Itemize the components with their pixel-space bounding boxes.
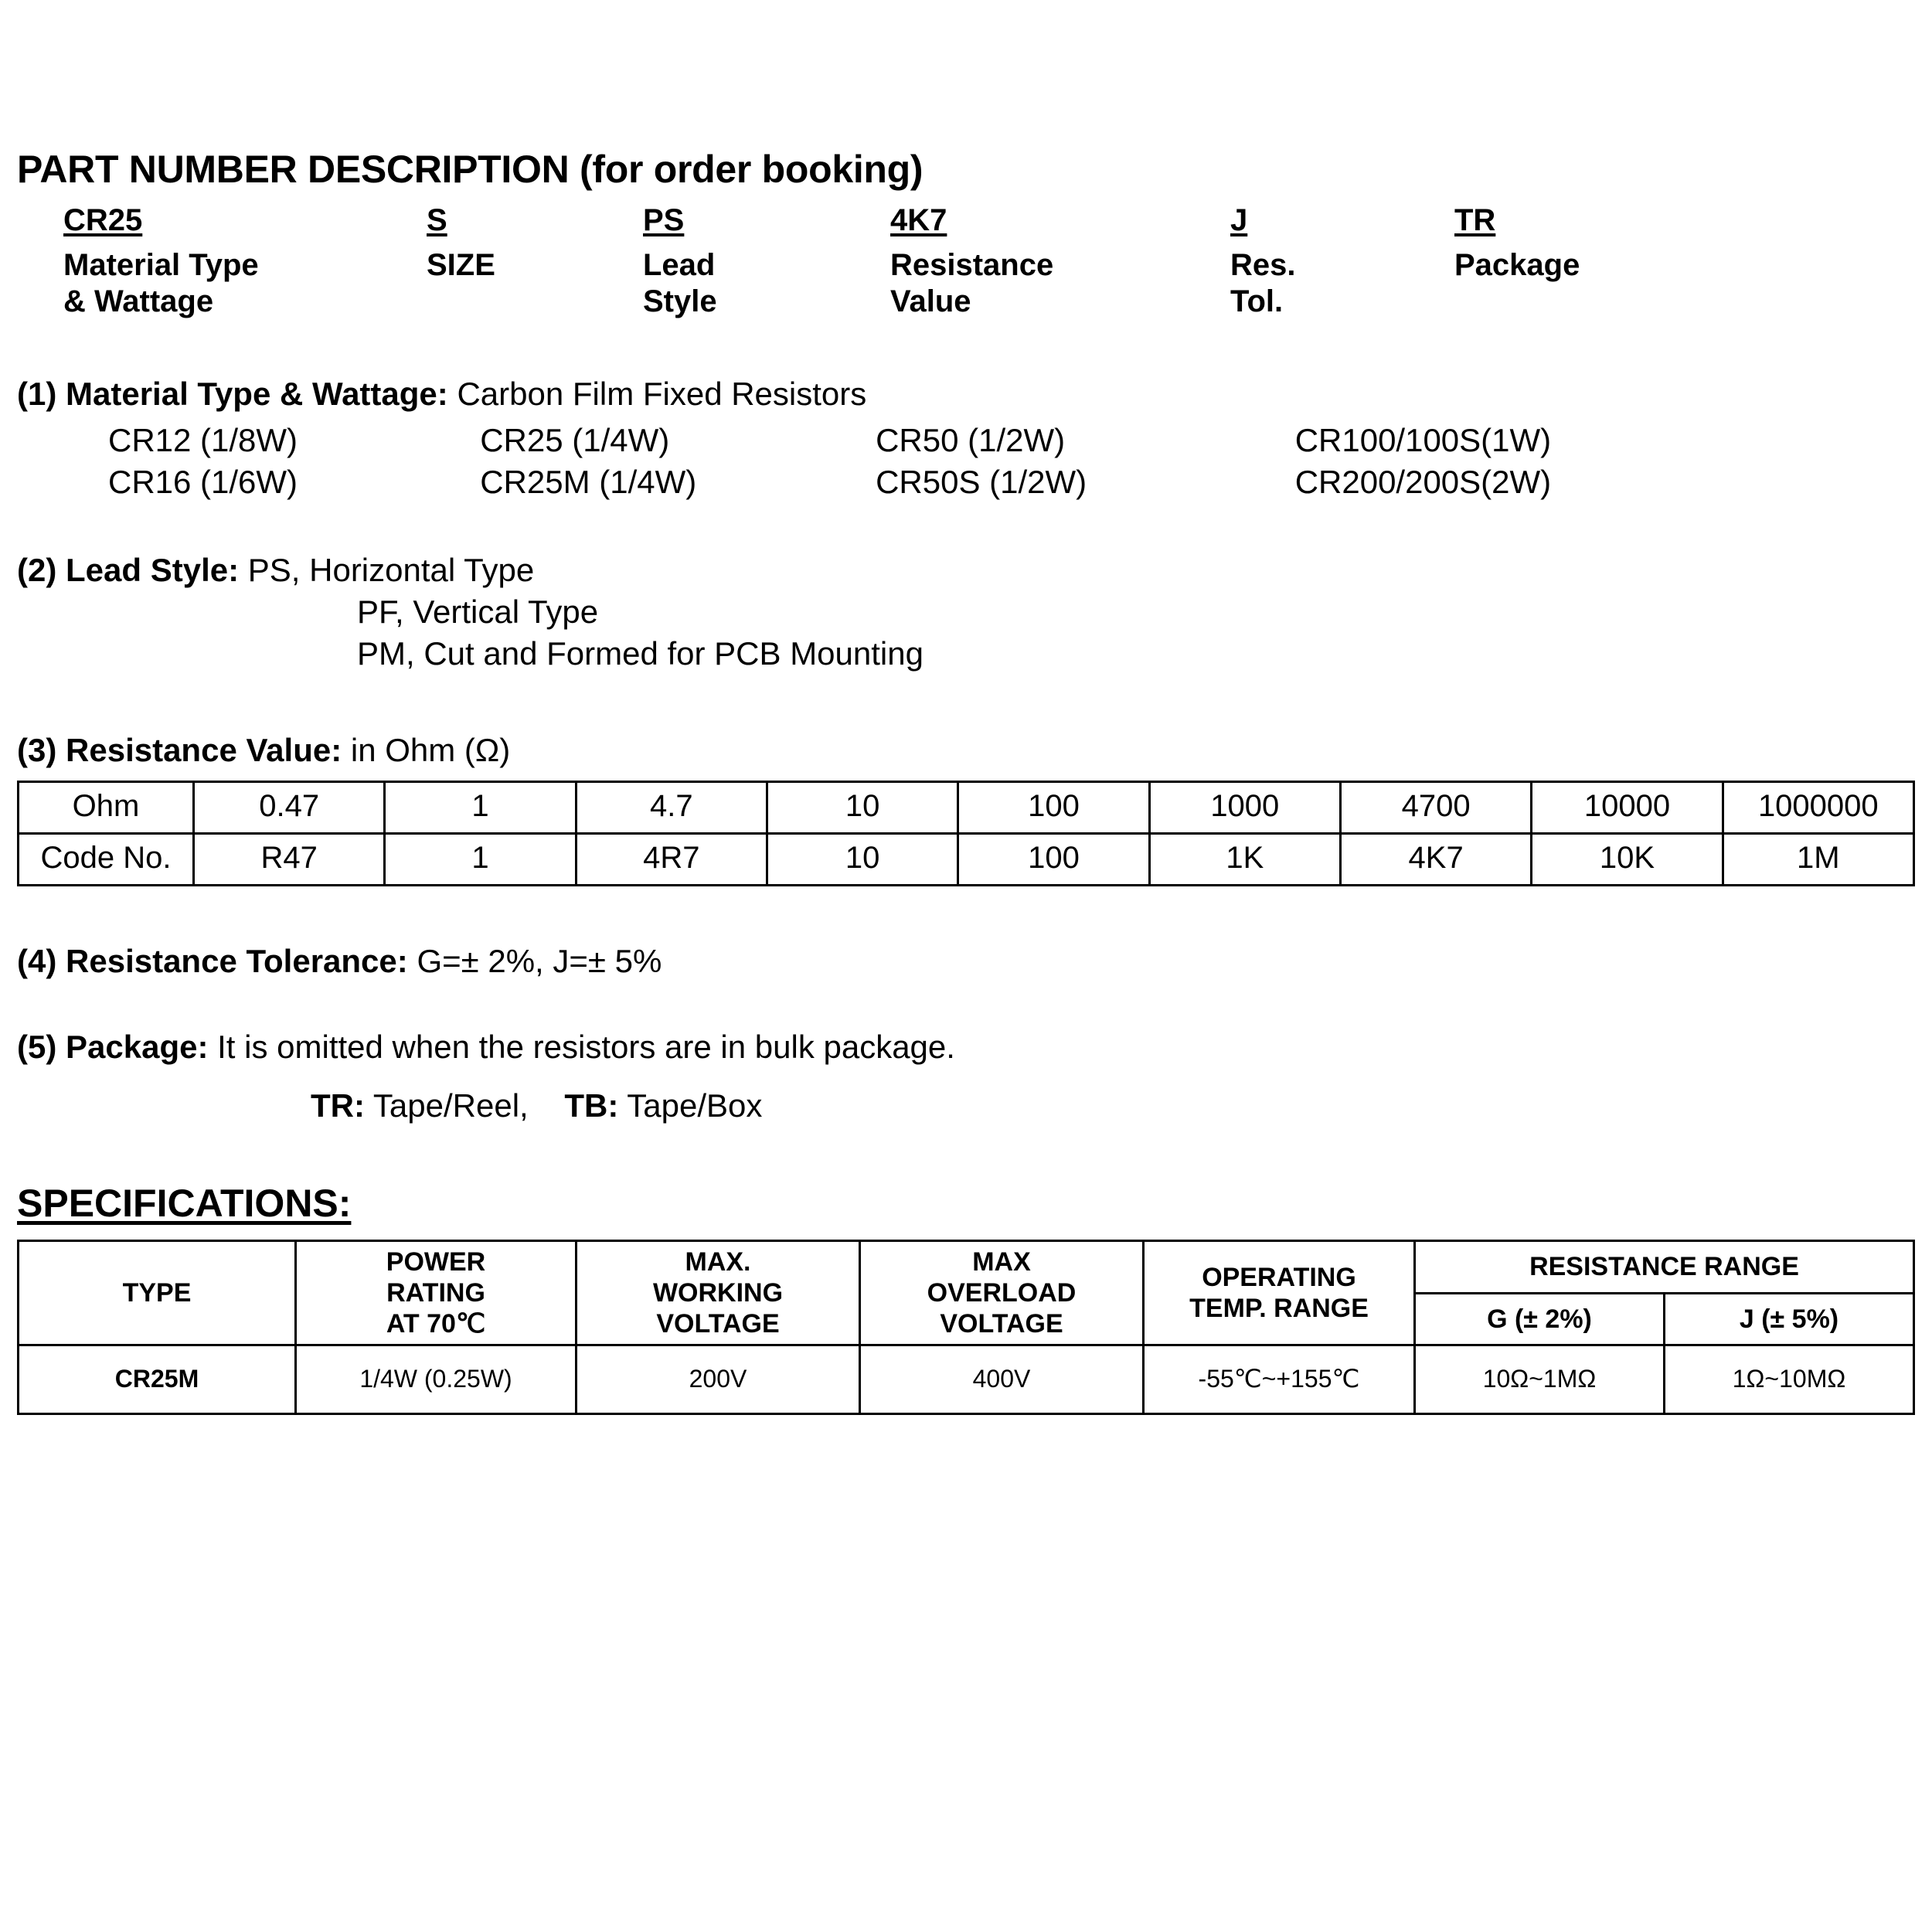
section-number: (3) <box>17 731 57 768</box>
header-line: VOLTAGE <box>940 1309 1063 1339</box>
label-line-2: Style <box>643 284 717 318</box>
material-cell: CR12 (1/8W) <box>108 421 298 458</box>
section-heading: Material Type & Wattage: <box>66 376 448 413</box>
material-row <box>108 461 1770 503</box>
lead-style-option-pm: PM, Cut and Formed for PCB Mounting <box>357 635 923 672</box>
material-cell: CR16 (1/6W) <box>108 463 298 500</box>
part-segment-code-lead: PS <box>643 203 685 237</box>
page-title: PART NUMBER DESCRIPTION (for order booking) <box>17 148 923 191</box>
specifications-table <box>17 1240 1915 1415</box>
part-segment-label-lead <box>643 247 890 319</box>
header-line: MAX. <box>685 1247 751 1277</box>
spec-cell-max-overload-voltage: 400V <box>860 1345 1144 1414</box>
code-cell: 100 <box>958 833 1149 885</box>
spec-cell-operating-temp: -55℃~+155℃ <box>1144 1345 1415 1414</box>
part-segment-label-resistance <box>890 247 1230 319</box>
row-header-code: Code No. <box>19 833 194 885</box>
spec-header-max-overload-voltage <box>860 1240 1144 1345</box>
section-material-heading-line <box>17 373 1915 415</box>
label-line-1: Res. <box>1230 248 1296 283</box>
label-line-2: & Wattage <box>63 284 214 318</box>
label-line-1: Package <box>1454 248 1580 283</box>
document-body <box>17 147 1915 1415</box>
package-tr-text: Tape/Reel, <box>372 1087 529 1124</box>
material-cell: CR100/100S(1W) <box>1294 421 1552 458</box>
section-number: (5) <box>17 1029 57 1066</box>
spec-cell-range-j: 1Ω~10MΩ <box>1665 1345 1914 1414</box>
spec-header-max-working-voltage <box>577 1240 860 1345</box>
ohm-cell: 10 <box>767 781 957 833</box>
section-heading: Package: <box>66 1029 209 1066</box>
part-segment-label-tolerance <box>1230 247 1454 319</box>
section-package-heading-line <box>17 1026 1915 1068</box>
header-line: WORKING <box>652 1277 784 1308</box>
package-tb-label: TB: <box>564 1087 619 1124</box>
section-specifications <box>17 1181 1915 1415</box>
code-cell: 1K <box>1149 833 1340 885</box>
material-row <box>108 420 1770 461</box>
code-cell: 1 <box>385 833 576 885</box>
code-cell: 4R7 <box>576 833 767 885</box>
section-text: in Ohm (Ω) <box>350 731 511 768</box>
spec-cell-range-g: 10Ω~1MΩ <box>1415 1345 1665 1414</box>
header-line: MAX <box>972 1247 1031 1277</box>
header-line: AT 70℃ <box>386 1309 486 1339</box>
section-lead-style <box>17 549 1915 675</box>
package-tr-label: TR: <box>311 1087 365 1124</box>
part-number-labels-row <box>63 247 1648 319</box>
spec-cell-power-rating: 1/4W (0.25W) <box>296 1345 577 1414</box>
section-heading: Resistance Tolerance: <box>66 942 408 979</box>
package-detail-line <box>311 1085 1915 1127</box>
part-segment-code-resistance: 4K7 <box>890 203 947 237</box>
code-cell: R47 <box>194 833 385 885</box>
header-line: OPERATING <box>1202 1262 1356 1292</box>
material-cell: CR50 (1/2W) <box>876 421 1066 458</box>
section-text: Carbon Film Fixed Resistors <box>457 376 867 413</box>
part-segment-code-package: TR <box>1454 203 1496 237</box>
part-segment-code-tolerance: J <box>1230 203 1248 237</box>
section-number: (2) <box>17 551 57 588</box>
table-row <box>19 833 1914 885</box>
code-cell: 10 <box>767 833 957 885</box>
section-material-type <box>17 373 1915 503</box>
resistance-value-table <box>17 781 1915 886</box>
spec-header-range-j: J (± 5%) <box>1665 1293 1914 1345</box>
ohm-cell: 4700 <box>1340 781 1531 833</box>
spec-header-range-g: G (± 2%) <box>1415 1293 1665 1345</box>
ohm-cell: 1 <box>385 781 576 833</box>
section-number: (4) <box>17 942 57 979</box>
material-cell: CR25M (1/4W) <box>480 463 697 500</box>
section-heading: Resistance Value: <box>66 731 342 768</box>
label-line-1: Material Type <box>63 248 259 283</box>
material-type-grid <box>108 420 1770 503</box>
spec-header-type: TYPE <box>19 1240 296 1345</box>
ohm-cell: 100 <box>958 781 1149 833</box>
label-line-2: Tol. <box>1230 284 1284 318</box>
material-cell: CR50S (1/2W) <box>876 463 1087 500</box>
ohm-cell: 10000 <box>1532 781 1723 833</box>
spec-header-power-rating <box>296 1240 577 1345</box>
package-tb-text: Tape/Box <box>627 1087 763 1124</box>
label-line-2: Value <box>890 284 971 318</box>
part-segment-label-size <box>427 247 643 319</box>
spec-header-operating-temp <box>1144 1240 1415 1345</box>
section-resistance-heading-line <box>17 730 1915 771</box>
section-tolerance-heading-line <box>17 940 1915 982</box>
code-cell: 1M <box>1723 833 1913 885</box>
header-line: RATING <box>386 1277 485 1308</box>
row-header-ohm: Ohm <box>19 781 194 833</box>
part-segment-code-size: S <box>427 203 447 237</box>
part-segment-code-material: CR25 <box>63 203 143 237</box>
spec-cell-max-working-voltage: 200V <box>577 1345 860 1414</box>
spec-cell-type: CR25M <box>19 1345 296 1414</box>
header-line: OVERLOAD <box>927 1277 1077 1308</box>
label-line-1: Lead <box>643 248 716 283</box>
table-row <box>19 781 1914 833</box>
section-text: It is omitted when the resistors are in bulk package. <box>217 1029 955 1066</box>
section-package <box>17 1026 1915 1127</box>
header-line: TEMP. RANGE <box>1189 1294 1369 1324</box>
header-line: POWER <box>386 1247 486 1277</box>
ohm-cell: 0.47 <box>194 781 385 833</box>
code-cell: 10K <box>1532 833 1723 885</box>
section-resistance-tolerance <box>17 940 1915 982</box>
ohm-cell: 4.7 <box>576 781 767 833</box>
section-number: (1) <box>17 376 57 413</box>
label-line-1: Resistance <box>890 248 1054 283</box>
part-number-breakdown <box>63 202 1648 319</box>
section-resistance-value <box>17 730 1915 886</box>
header-line: VOLTAGE <box>656 1309 780 1339</box>
lead-style-option-pf: PF, Vertical Type <box>357 593 599 630</box>
section-text: PS, Horizontal Type <box>247 551 535 588</box>
code-cell: 4K7 <box>1340 833 1531 885</box>
material-cell: CR25 (1/4W) <box>480 421 670 458</box>
spec-header-resistance-range: RESISTANCE RANGE <box>1415 1240 1914 1293</box>
section-text: G=± 2%, J=± 5% <box>417 942 662 979</box>
ohm-cell: 1000000 <box>1723 781 1913 833</box>
section-heading: Lead Style: <box>66 551 240 588</box>
spec-header-row-1 <box>19 1240 1914 1293</box>
label-line-1: SIZE <box>427 248 495 283</box>
ohm-cell: 1000 <box>1149 781 1340 833</box>
table-row <box>19 1345 1914 1414</box>
section-lead-heading-line <box>17 549 1915 591</box>
part-segment-label-package <box>1454 247 1648 319</box>
material-cell: CR200/200S(2W) <box>1294 463 1552 500</box>
part-segment-label-material <box>63 247 427 319</box>
part-number-codes-row <box>63 202 1648 247</box>
specifications-title: SPECIFICATIONS: <box>17 1181 352 1225</box>
